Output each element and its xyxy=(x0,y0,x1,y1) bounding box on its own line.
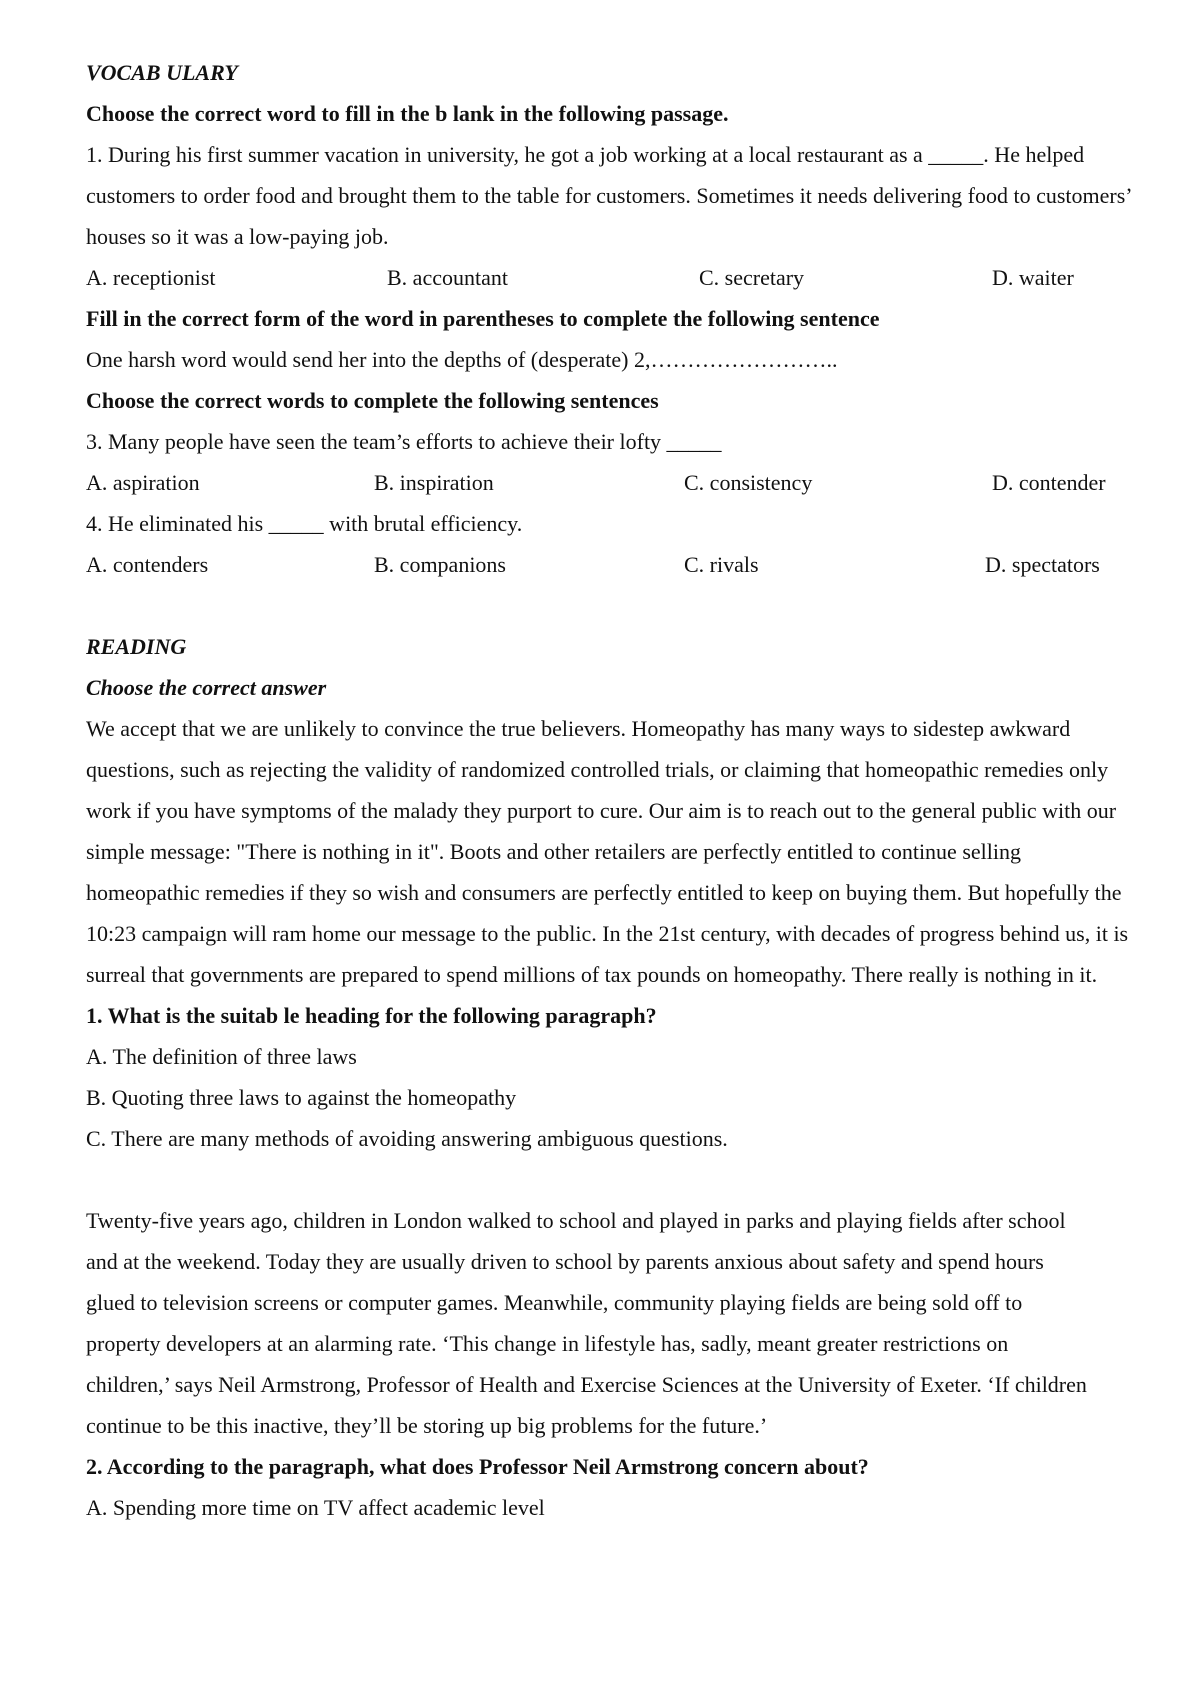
option-b: B. inspiration xyxy=(374,470,494,495)
reading-question-2: 2. According to the paragraph, what does Professor Neil Armstrong concern about? xyxy=(86,1454,869,1479)
reading-passage-1: We accept that we are unlikely to convince the true believers. Homeopathy has many ways to sidestep awkward questions, such as rejecting the validity of randomized controlled trials, or claiming that homeopathic remedies only work if you have symptoms of the malady they purport to cure. Our aim is to reach out to the general public with our simple message: "There is nothing in it". Boots and other retailers are perfectly entitled to continue selling homeopathic remedies if they so wish and consumers are perfectly entitled to keep on buying them. But hopefully the 10:23 campaign will ram home our message to the public. In the 21st century, with decades of progress behind us, it is surreal that governments are prepared to spend millions of tax pounds on homeopathy. There really is nothing in it. xyxy=(86,716,1129,987)
vocabulary-question-1-options xyxy=(86,257,1136,298)
option-d: D. spectators xyxy=(985,552,1100,577)
reading-question-1-option-a: A. The definition of three laws xyxy=(86,1044,357,1069)
vocabulary-question-3-options xyxy=(86,462,1136,503)
option-d: D. contender xyxy=(992,470,1106,495)
option-c: C. rivals xyxy=(684,552,759,577)
vocabulary-question-3: 3. Many people have seen the team’s efforts to achieve their lofty _____ xyxy=(86,429,722,454)
reading-instruction: Choose the correct answer xyxy=(86,675,327,700)
reading-section-title: READING xyxy=(86,634,187,659)
option-b: B. accountant xyxy=(387,265,508,290)
option-d: D. waiter xyxy=(992,265,1074,290)
vocabulary-question-4: 4. He eliminated his _____ with brutal efficiency. xyxy=(86,511,523,536)
reading-question-1-option-c: C. There are many methods of avoiding answering ambiguous questions. xyxy=(86,1126,728,1151)
option-a: A. receptionist xyxy=(86,265,216,290)
reading-question-2-option-a: A. Spending more time on TV affect academic level xyxy=(86,1495,545,1520)
worksheet-page xyxy=(86,52,1136,1528)
paragraph-spacer xyxy=(86,1159,1136,1200)
reading-passage-2: Twenty-five years ago, children in London walked to school and played in parks and playing fields after school and at the weekend. Today they are usually driven to school by parents anxious about safety and spend hours glued to television screens or computer games. Meanwhile, community playing fields are being sold off to property developers at an alarming rate. ‘This change in lifestyle has, sadly, meant greater restrictions on children,’ says Neil Armstrong, Professor of Health and Exercise Sciences at the University of Exeter. ‘If children continue to be this inactive, they’ll be storing up big problems for the future.’ xyxy=(86,1208,1087,1438)
vocabulary-section-title: VOCAB ULARY xyxy=(86,60,238,85)
reading-question-1-option-b: B. Quoting three laws to against the homeopathy xyxy=(86,1085,517,1110)
vocabulary-instruction-1: Choose the correct word to fill in the b lank in the following passage. xyxy=(86,101,729,126)
vocabulary-question-2: One harsh word would send her into the depths of (desperate) 2,…………………….. xyxy=(86,347,838,372)
option-b: B. companions xyxy=(374,552,506,577)
vocabulary-instruction-3: Choose the correct words to complete the following sentences xyxy=(86,388,659,413)
vocabulary-question-1: 1. During his first summer vacation in university, he got a job working at a local restaurant as a _____. He helped customers to order food and brought them to the table for customers. Sometimes it needs delivering food to customers’ houses so it was a low-paying job. xyxy=(86,142,1131,249)
option-a: A. contenders xyxy=(86,552,209,577)
option-a: A. aspiration xyxy=(86,470,200,495)
option-c: C. consistency xyxy=(684,470,813,495)
section-spacer xyxy=(86,585,1136,626)
option-c: C. secretary xyxy=(699,265,805,290)
vocabulary-question-4-options xyxy=(86,544,1136,585)
reading-question-1: 1. What is the suitab le heading for the following paragraph? xyxy=(86,1003,657,1028)
vocabulary-instruction-2: Fill in the correct form of the word in parentheses to complete the following sentence xyxy=(86,306,880,331)
